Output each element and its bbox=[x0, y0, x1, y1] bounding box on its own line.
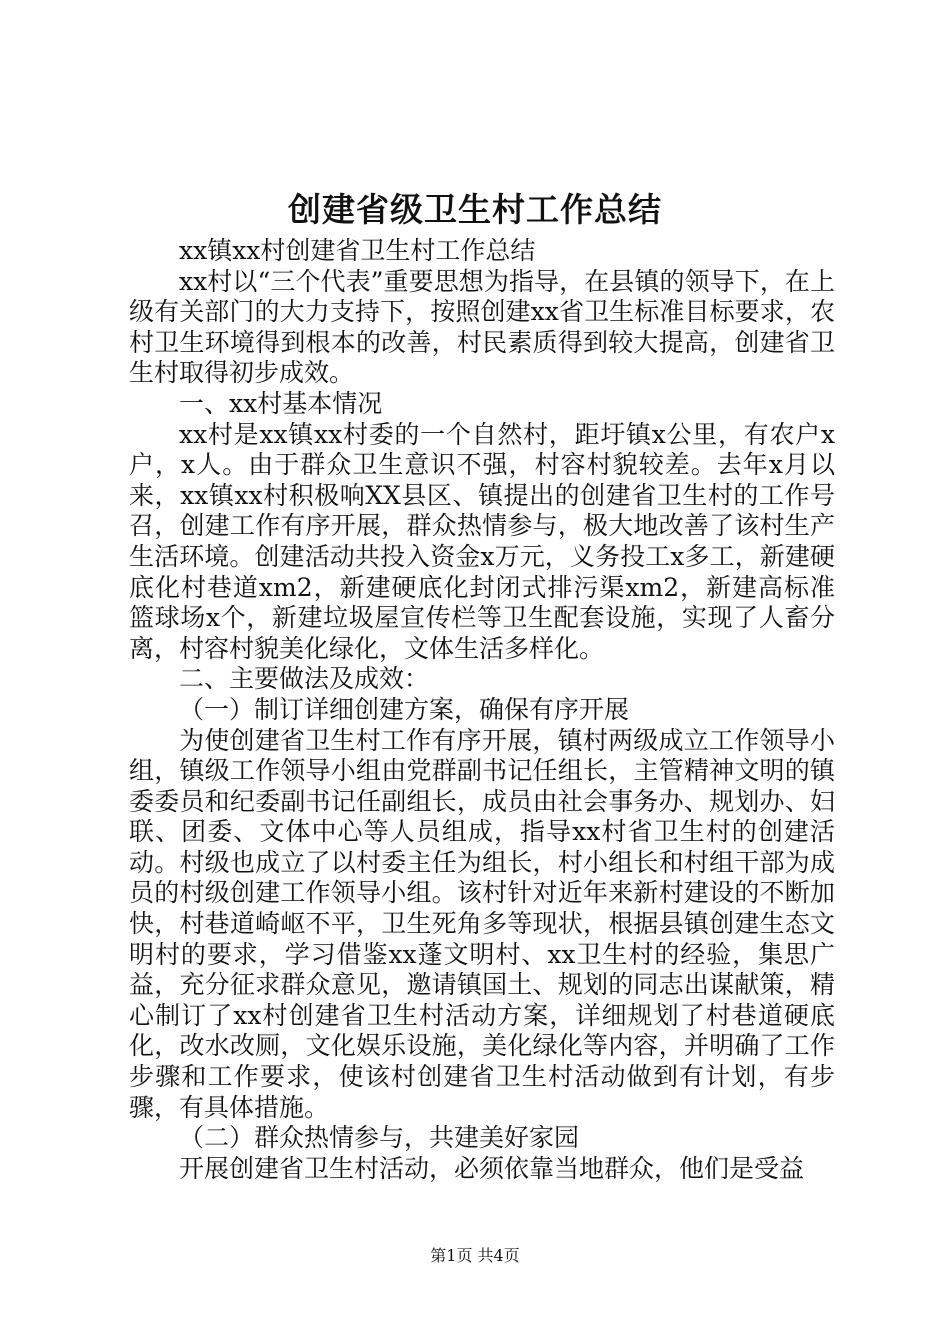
document-title: 创建省级卫生村工作总结 bbox=[288, 190, 662, 229]
subsection-heading-1: （一）制订详细创建方案，确保有序开展 bbox=[179, 694, 630, 724]
paragraph-participation: 开展创建省卫生村活动，必须依靠当地群众，他们是受益 bbox=[179, 1153, 805, 1183]
paragraph-basic-info: xx村是xx镇xx村委的一个自然村，距圩镇x公里，有农户x户，x人。由于群众卫生意识不强，村容村貌较差。去年x月以来，xx镇xx村积极响XX县区、镇提出的创建省卫生村的工作号召，创建工作有序开展，群众热情参与，极大地改善了该村生产生活环境。创建活动共投入资金x万元，义务投工x多工，新建硬底化村巷道xm2，新建硬底化封闭式排污渠xm2，新建高标准篮球场x个，新建垃圾屋宣传栏等卫生配套设施，实现了人畜分离，村容村貌美化绿化，文体生活多样化。 bbox=[129, 419, 835, 663]
paragraph-plan: 为使创建省卫生村工作有序开展，镇村两级成立工作领导小组，镇级工作领导小组由党群副书记任组长，主管精神文明的镇委委员和纪委副书记任副组长，成员由社会事务办、规划办、妇联、团委、文体中心等人员组成，指导xx村省卫生村的创建活动。村级也成立了以村委主任为组长，村小组长和村组干部为成员的村级创建工作领导小组。该村针对近年来新村建设的不断加快，村巷道崎岖不平，卫生死角多等现状，根据县镇创建生态文明村的要求，学习借鉴xx蓬文明村、xx卫生村的经验，集思广益，充分征求群众意见，邀请镇国土、规划的同志出谋献策，精心制订了xx村创建省卫生村活动方案，详细规划了村巷道硬底化，改水改厕，文化娱乐设施，美化绿化等内容，并明确了工作步骤和工作要求，使该村创建省卫生村活动做到有计划，有步骤，有具体措施。 bbox=[129, 725, 835, 1122]
paragraph-intro: xx村以“三个代表”重要思想为指导，在县镇的领导下，在上级有关部门的大力支持下，按照创建xx省卫生标准目标要求，农村卫生环境得到根本的改善，村民素质得到较大提高，创建省卫生村取得初步成效。 bbox=[129, 266, 835, 388]
paragraph-subtitle: xx镇xx村创建省卫生村工作总结 bbox=[179, 236, 536, 265]
subsection-heading-2: （二）群众热情参与，共建美好家园 bbox=[179, 1123, 580, 1153]
document-body bbox=[129, 236, 835, 1184]
section-heading-1: 一、xx村基本情况 bbox=[179, 388, 383, 418]
page-footer: 第1页 共4页 bbox=[430, 1246, 520, 1265]
section-heading-2: 二、主要做法及成效： bbox=[179, 664, 430, 694]
